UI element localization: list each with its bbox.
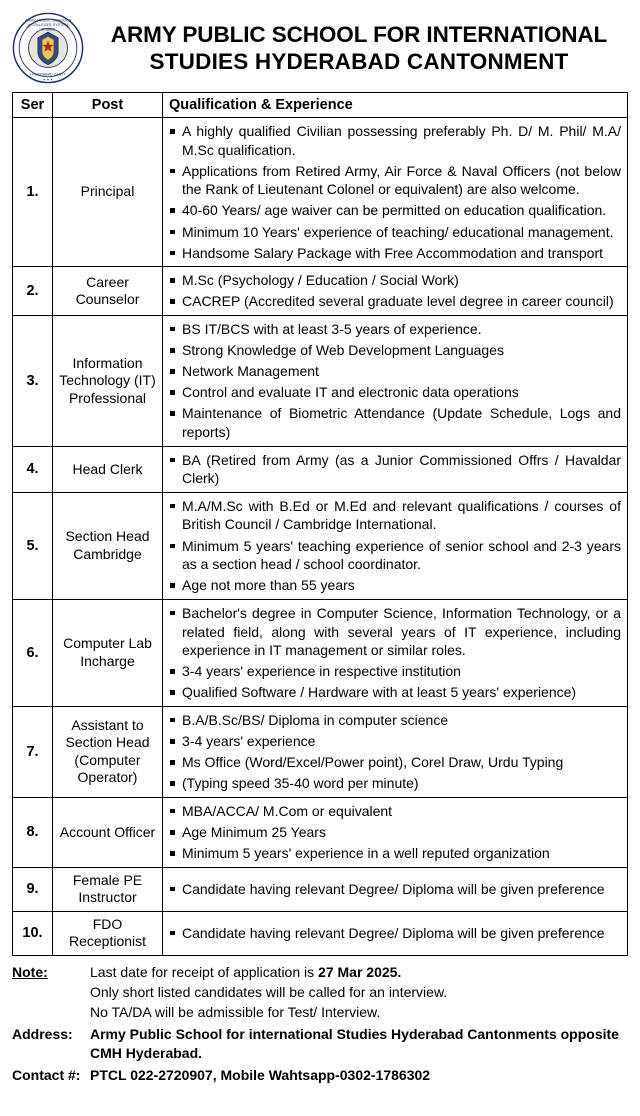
qualification-item: Candidate having relevant Degree/ Diploma will be given preference <box>169 880 621 899</box>
row-qualification <box>163 706 628 797</box>
row-post: Career Counselor <box>53 267 163 316</box>
row-qualification <box>163 267 628 316</box>
table-row <box>13 911 628 955</box>
footer-notes <box>12 963 628 1085</box>
table-body <box>13 118 628 956</box>
row-post: Female PE Instructor <box>53 867 163 911</box>
table-row <box>13 492 628 599</box>
row-post: FDO Receptionist <box>53 911 163 955</box>
school-crest-icon <box>12 12 84 84</box>
address-body <box>90 1025 628 1063</box>
row-qualification <box>163 315 628 446</box>
qualification-item: Bachelor's degree in Computer Science, Information Technology, or a related field, along with several years of IT experience, including experience in IT management or similar roles. <box>169 604 621 660</box>
qualification-item: BA (Retired from Army (as a Junior Commissioned Offrs / Havaldar Clerk) <box>169 451 621 488</box>
note-section <box>12 963 628 1023</box>
table-row <box>13 118 628 267</box>
table-row <box>13 797 628 867</box>
contact-value: PTCL 022-2720907, Mobile Wahtsapp-0302-1786302 <box>90 1067 431 1084</box>
table-header-row <box>13 93 628 118</box>
row-qualification <box>163 599 628 706</box>
svg-text:★ ★ ★: ★ ★ ★ <box>42 77 54 82</box>
qualification-item: Network Management <box>169 362 621 381</box>
qualification-item: Qualified Software / Hardware with at least 5 years' experience) <box>169 683 621 702</box>
address-line-2: CMH Hyderabad. <box>90 1045 203 1062</box>
row-qualification <box>163 446 628 492</box>
svg-text:HYDERABAD CANTT: HYDERABAD CANTT <box>30 72 66 77</box>
row-serial: 4. <box>13 446 53 492</box>
qualification-item: Age not more than 55 years <box>169 576 621 595</box>
qualification-item: M.A/M.Sc with B.Ed or M.Ed and relevant qualifications / courses of British Council / Cambridge International. <box>169 497 621 534</box>
address-line-1: Army Public School for international Studies Hyderabad Cantonments opposite <box>90 1026 619 1043</box>
qualification-item: Minimum 5 years' experience in a well reputed organization <box>169 844 621 863</box>
column-header-qualification: Qualification & Experience <box>163 93 628 118</box>
qualification-item: Handsome Salary Package with Free Accommodation and transport <box>169 244 621 263</box>
row-qualification <box>163 867 628 911</box>
address-section <box>12 1025 628 1063</box>
note-line-tada: No TA/DA will be admissible for Test/ Interview. <box>90 1003 381 1020</box>
vacancies-table <box>12 92 628 956</box>
qualification-item: CACREP (Accredited several graduate level degree in career council) <box>169 292 621 311</box>
svg-text:& COLLEGES SYSTEM: & COLLEGES SYSTEM <box>27 23 69 28</box>
note-deadline-text: Last date for receipt of application is <box>90 963 319 980</box>
row-post: Assistant to Section Head (Computer Operator) <box>53 706 163 797</box>
row-post: Computer Lab Incharge <box>53 599 163 706</box>
column-header-ser: Ser <box>13 93 53 118</box>
note-label: Note: <box>12 963 48 980</box>
qualification-item: Minimum 5 years' teaching experience of senior school and 2-3 years as a section head / school coordinator. <box>169 537 621 574</box>
column-header-post: Post <box>53 93 163 118</box>
svg-text:APSACS: APSACS <box>40 27 56 32</box>
qualification-item: Candidate having relevant Degree/ Diploma will be given preference <box>169 924 621 943</box>
row-post: Head Clerk <box>53 446 163 492</box>
qualification-item: MBA/ACCA/ M.Com or equivalent <box>169 802 621 821</box>
row-serial: 6. <box>13 599 53 706</box>
row-qualification <box>163 492 628 599</box>
note-line-deadline <box>90 963 628 982</box>
row-serial: 5. <box>13 492 53 599</box>
qualification-item: (Typing speed 35-40 word per minute) <box>169 774 621 793</box>
table-row <box>13 446 628 492</box>
row-post: Principal <box>53 118 163 267</box>
note-body <box>90 963 628 1023</box>
qualification-item: A highly qualified Civilian possessing preferably Ph. D/ M. Phil/ M.A/ M.Sc qualification. <box>169 122 621 159</box>
title-line-2: STUDIES HYDERABAD CANTONMENT <box>149 49 569 74</box>
qualification-item: 3-4 years' experience <box>169 732 621 751</box>
note-line-shortlist: Only short listed candidates will be called for an interview. <box>90 983 448 1000</box>
header <box>12 10 628 92</box>
qualification-item: B.A/B.Sc/BS/ Diploma in computer science <box>169 711 621 730</box>
row-serial: 7. <box>13 706 53 797</box>
row-post: Information Technology (IT) Professional <box>53 315 163 446</box>
row-serial: 8. <box>13 797 53 867</box>
qualification-item: Maintenance of Biometric Attendance (Update Schedule, Logs and reports) <box>169 404 621 441</box>
row-serial: 1. <box>13 118 53 267</box>
row-serial: 3. <box>13 315 53 446</box>
table-row <box>13 267 628 316</box>
title-line-1: ARMY PUBLIC SCHOOL FOR INTERNATIONAL <box>110 21 608 47</box>
page-title <box>94 21 628 76</box>
qualification-item: 3-4 years' experience in respective institution <box>169 662 621 681</box>
svg-text:ARMY PUBLIC SCHOOLS: ARMY PUBLIC SCHOOLS <box>24 17 72 23</box>
row-serial: 2. <box>13 267 53 316</box>
table-row <box>13 706 628 797</box>
qualification-item: M.Sc (Psychology / Education / Social Work) <box>169 271 621 290</box>
qualification-item: Strong Knowledge of Web Development Languages <box>169 341 621 360</box>
row-qualification <box>163 911 628 955</box>
row-qualification <box>163 797 628 867</box>
note-deadline-date: 27 Mar 2025. <box>318 963 402 980</box>
table-row <box>13 867 628 911</box>
qualification-item: Applications from Retired Army, Air Force & Naval Officers (not below the Rank of Lieutenant Colonel or equivalent) are also welcome. <box>169 162 621 199</box>
qualification-item: Age Minimum 25 Years <box>169 823 621 842</box>
row-post: Account Officer <box>53 797 163 867</box>
qualification-item: BS IT/BCS with at least 3-5 years of experience. <box>169 320 621 339</box>
qualification-item: Control and evaluate IT and electronic data operations <box>169 383 621 402</box>
row-serial: 9. <box>13 867 53 911</box>
address-label: Address: <box>12 1026 73 1043</box>
qualification-item: Ms Office (Word/Excel/Power point), Corel Draw, Urdu Typing <box>169 753 621 772</box>
table-row <box>13 315 628 446</box>
row-qualification <box>163 118 628 267</box>
qualification-item: Minimum 10 Years' experience of teaching/ educational management. <box>169 223 621 242</box>
table-row <box>13 599 628 706</box>
row-post: Section Head Cambridge <box>53 492 163 599</box>
qualification-item: 40-60 Years/ age waiver can be permitted on education qualification. <box>169 201 621 220</box>
row-serial: 10. <box>13 911 53 955</box>
table-header <box>13 93 628 118</box>
contact-section <box>12 1066 628 1085</box>
contact-label: Contact #: <box>12 1067 81 1084</box>
